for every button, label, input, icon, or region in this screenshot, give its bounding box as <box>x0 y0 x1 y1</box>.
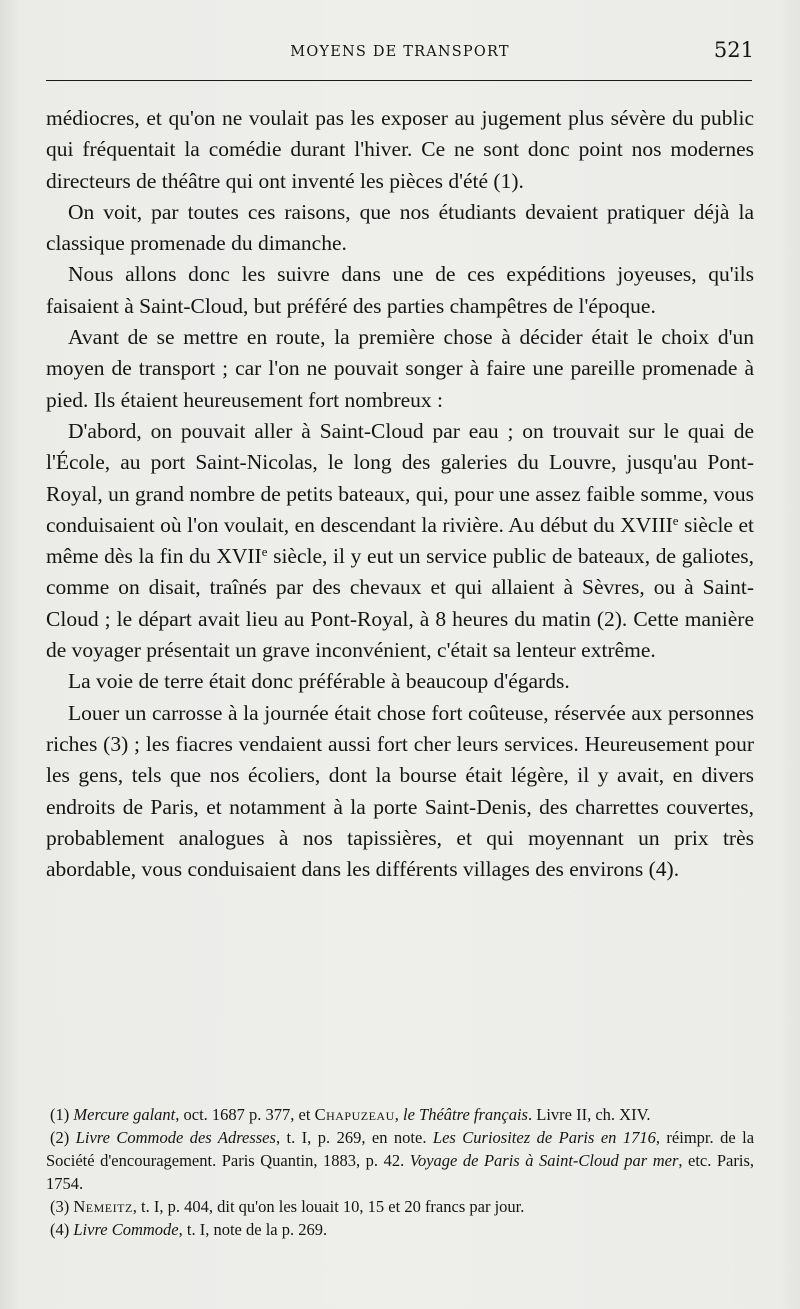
footnote-number: (1) <box>50 1105 74 1124</box>
footnote-text: , t. I, note de la p. 269. <box>178 1220 328 1239</box>
footnote-text: , t. I, p. 269, en note. <box>275 1128 433 1147</box>
paragraph-4: Avant de se mettre en route, la première chose à décider était le choix d'un moyen de transport ; car l'on ne pouvait songer à faire une pareille promenade à pied. Ils étaient heureusement fort nombreux : <box>46 325 754 412</box>
superscript-e: e <box>261 545 268 560</box>
page-header <box>46 40 754 70</box>
footnote-text: , réimpr. de la Société d'encouragement. Paris Quantin, 1883, p. 42. <box>46 1128 755 1170</box>
footnote-title: Livre Commode <box>73 1220 179 1239</box>
footnote-text: . Livre II, ch. XIV. <box>527 1105 651 1124</box>
footnote-text: , <box>394 1105 404 1124</box>
footnote-number: (2) <box>50 1128 76 1147</box>
footnote-title: le Théâtre français <box>403 1105 528 1124</box>
paragraph-2: On voit, par toutes ces raisons, que nos étudiants devaient pratiquer déjà la classique promenade du dimanche. <box>46 199 754 256</box>
paragraph-7: Louer un carrosse à la journée était chose fort coûteuse, réservée aux personnes riches (3) ; les fiacres vendaient aussi fort cher leurs services. Heureusement pour les gens, tels que nos écoliers, dont la bourse était légère, il y avait, en divers endroits de Paris, et notamment à la porte Saint-Denis, des charrettes couvertes, probablement analogues à nos tapissières, et qui moyennant un prix très abordable, vous conduisaient dans les différents villages des environs (4). <box>46 700 754 882</box>
footnote-1 <box>46 1103 754 1126</box>
footnote-3 <box>46 1195 754 1218</box>
footnote-number: (4) <box>50 1220 74 1239</box>
footnote-text: , t. I, p. 404, dit qu'on les louait 10, 15 et 20 francs par jour. <box>132 1197 525 1216</box>
paragraph-1: médiocres, et qu'on ne voulait pas les exposer au jugement plus sévère du public qui fréquentait la comédie durant l'hiver. Ce ne sont donc point nos modernes directeurs de théâtre qui ont inventé les pièces d'été (1). <box>46 106 754 193</box>
footnote-title: Livre Commode des Adresses <box>75 1128 276 1147</box>
footnote-2 <box>46 1126 754 1195</box>
paragraph-5-part-c: siècle, il y eut un service public de bateaux, de galiotes, comme on disait, traînés par des chevaux et qui allaient à Sèvres, ou à Saint-Cloud ; le départ avait lieu au Pont-Royal, à 8 heures du matin (2). Cette manière de voyager présentait un grave inconvénient, c'était sa lenteur extrême. <box>46 544 754 663</box>
footnote-text: , etc. Paris, 1754. <box>46 1151 755 1193</box>
paragraph-5-part-b: siècle et même dès la fin du XVII <box>46 512 754 569</box>
footnote-author: Chapuzeau <box>314 1105 395 1124</box>
superscript-e: e <box>672 513 679 528</box>
footnote-text: , oct. 1687 p. 377, et <box>175 1105 315 1124</box>
footnote-author: Nemeitz <box>73 1197 133 1216</box>
footnote-title: Mercure galant <box>73 1105 176 1124</box>
body-text <box>46 103 754 885</box>
paragraph-5 <box>46 416 754 666</box>
paragraph-3: Nous allons donc les suivre dans une de ces expéditions joyeuses, qu'ils faisaient à Saint-Cloud, but préféré des parties champêtres de l'époque. <box>46 262 754 318</box>
running-title: MOYENS DE TRANSPORT <box>290 44 510 60</box>
page-number: 521 <box>713 38 754 62</box>
paragraph-6: La voie de terre était donc préférable à beaucoup d'égards. <box>68 669 570 694</box>
footnote-number: (3) <box>50 1197 74 1216</box>
footnote-title: Voyage de Paris à Saint-Cloud par mer <box>409 1151 679 1170</box>
footnote-title: Les Curiositez de Paris en 1716 <box>432 1128 656 1147</box>
footnotes <box>46 1103 754 1241</box>
footnote-4 <box>46 1218 754 1241</box>
paragraph-5-part-a: D'abord, on pouvait aller à Saint-Cloud par eau ; on trouvait sur le quai de l'École, au port Saint-Nicolas, le long des galeries du Louvre, jusqu'au Pont-Royal, un grand nombre de petits bateaux, qui, pour une assez faible somme, vous conduisaient où l'on voulait, en descendant la rivière. Au début du XVIII <box>46 418 754 537</box>
header-rule <box>46 80 752 81</box>
